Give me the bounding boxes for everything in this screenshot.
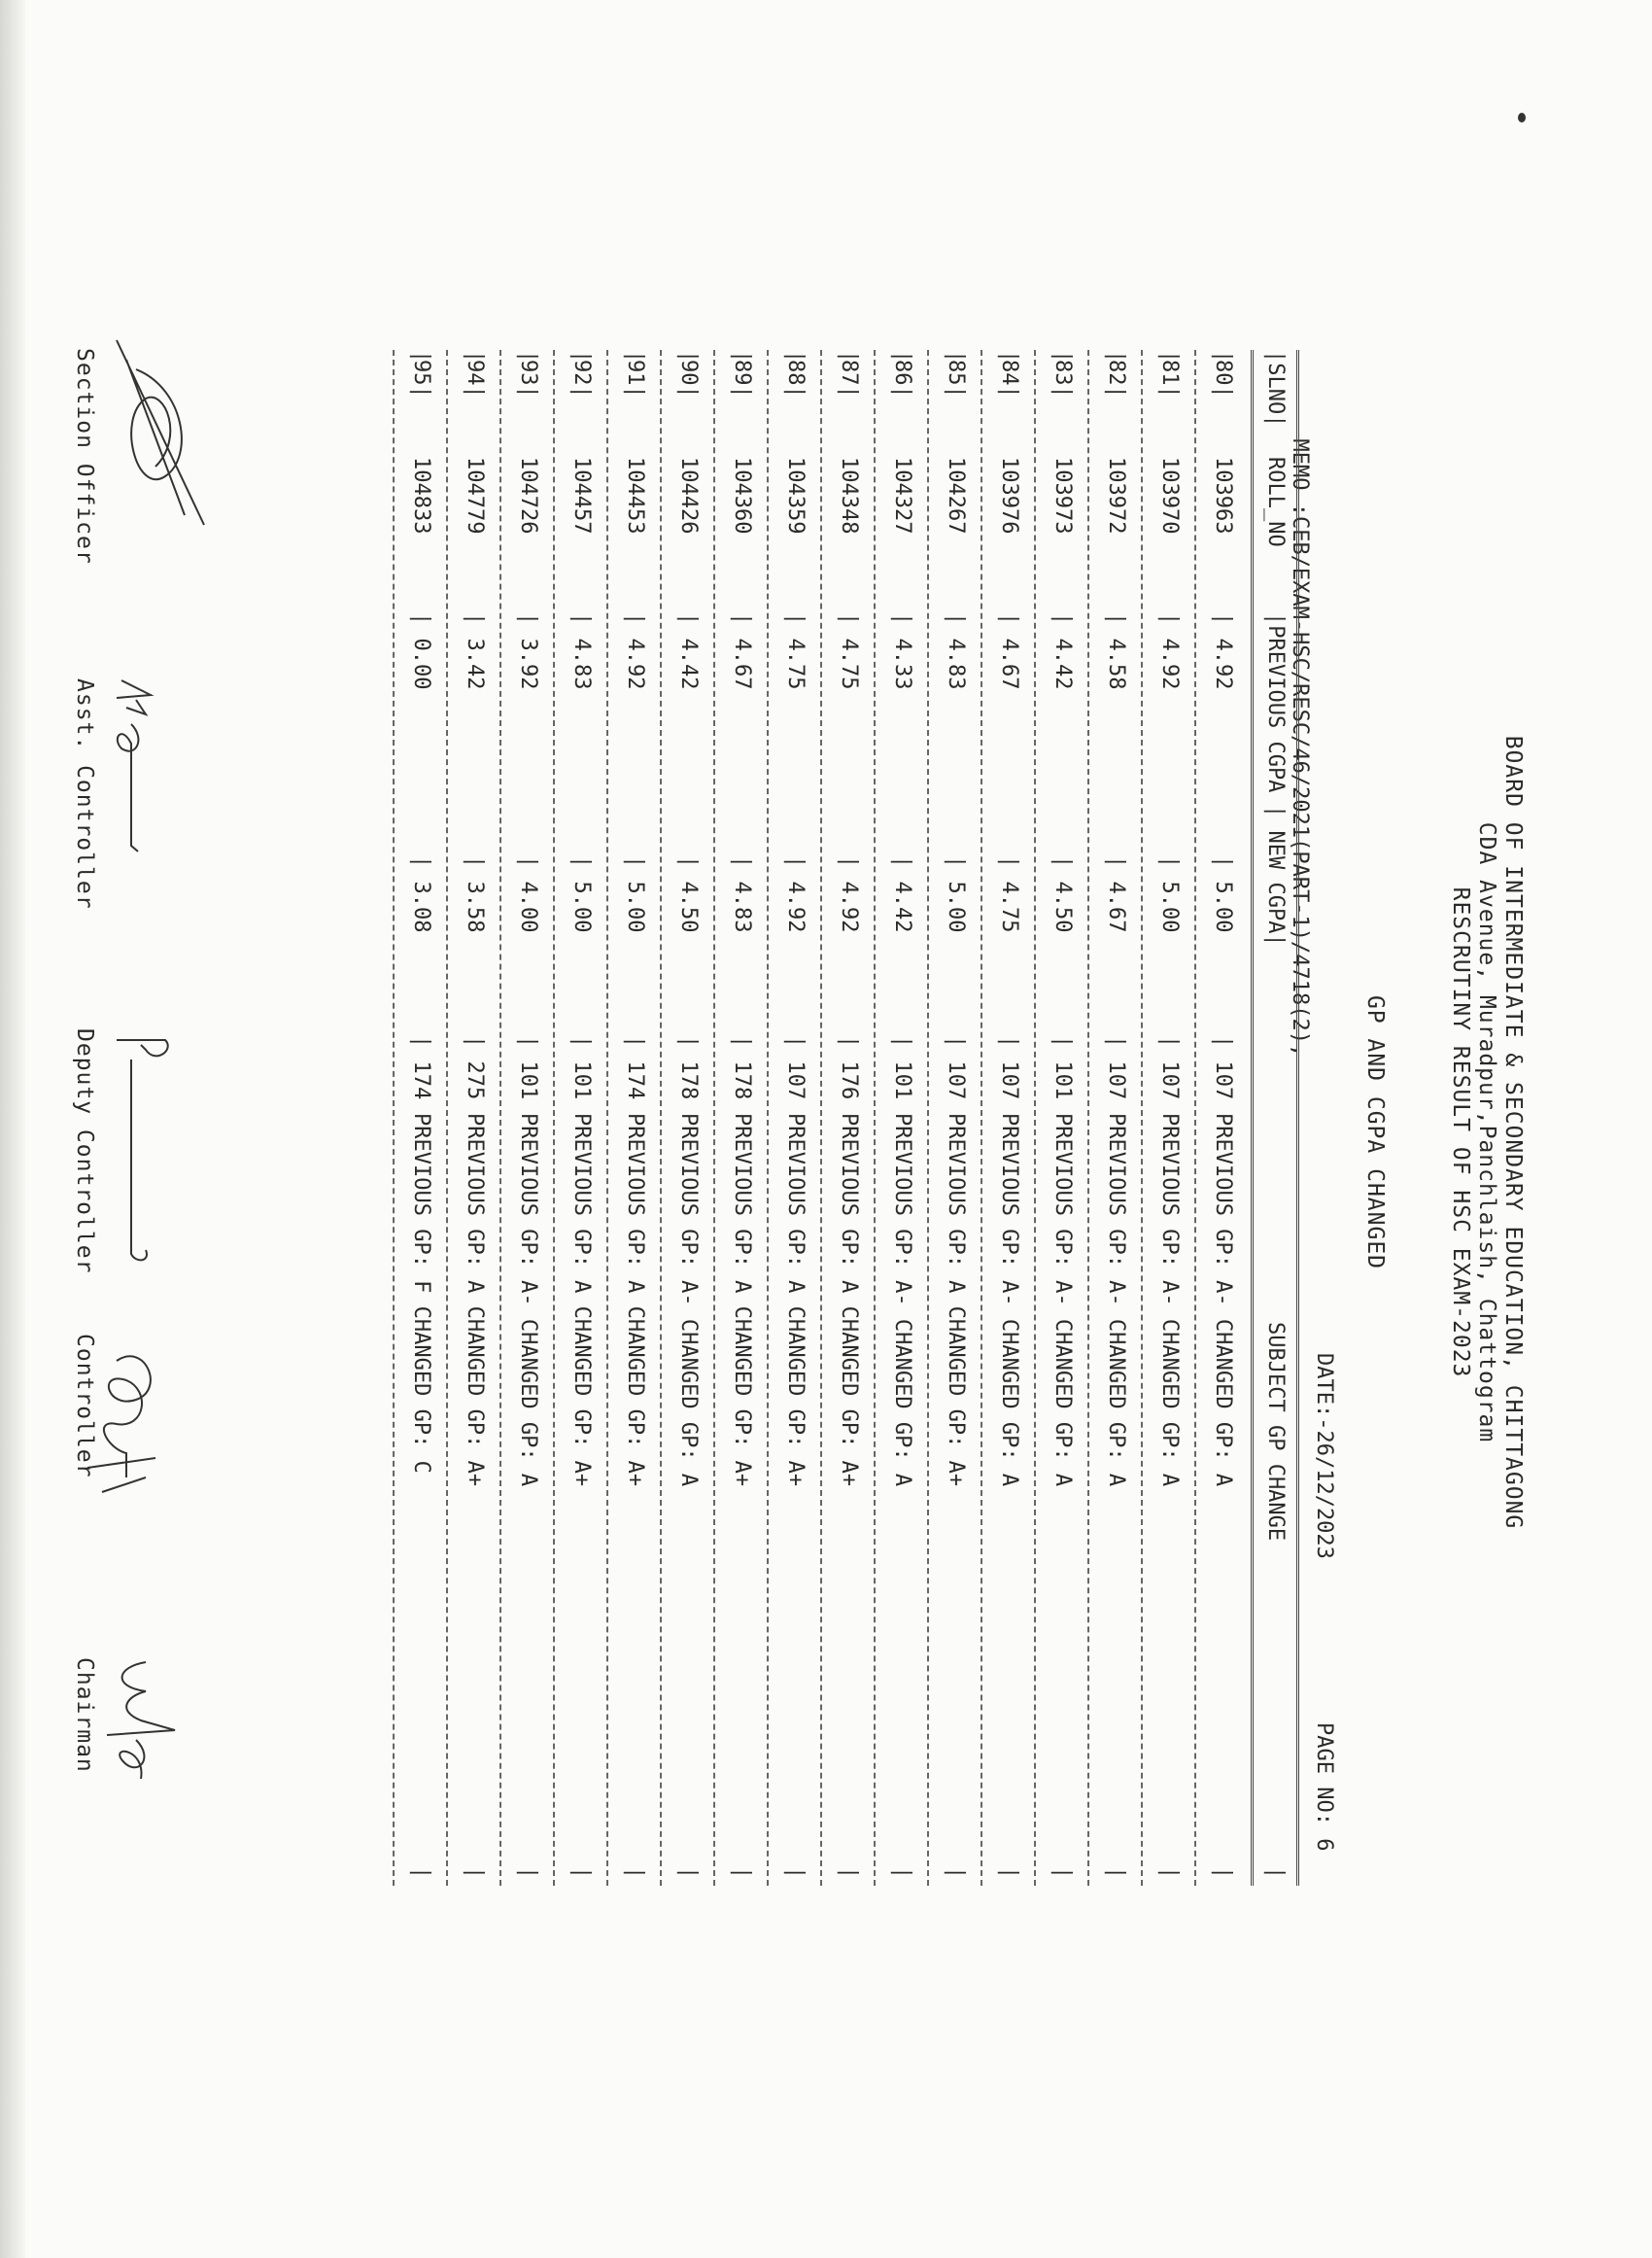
row-right-border: | — [1050, 1866, 1075, 1880]
row-left-border: | — [1157, 350, 1182, 364]
row-roll-no: 103970 — [1157, 457, 1182, 535]
row-slno: 86| — [890, 360, 914, 399]
row-subject-code: | 275 — [463, 1035, 487, 1100]
row-gp-change: PREVIOUS GP: F CHANGED GP: C — [409, 1113, 433, 1474]
row-slno: 94| — [463, 360, 487, 399]
row-new-cgpa: | 3.08 — [409, 855, 433, 933]
row-new-cgpa: | 4.50 — [676, 855, 701, 933]
row-slno: 81| — [1157, 360, 1182, 399]
row-gp-change: PREVIOUS GP: A CHANGED GP: A+ — [837, 1113, 861, 1487]
results-table — [393, 350, 1302, 1886]
row-previous-cgpa: | 4.92 — [1157, 612, 1182, 690]
row-left-border: | — [569, 350, 594, 364]
row-left-border: | — [997, 350, 1021, 364]
row-subject-code: | 174 — [409, 1035, 433, 1100]
row-new-cgpa: | 4.92 — [783, 855, 808, 933]
row-right-border: | — [1104, 1866, 1128, 1880]
chairman-signature — [87, 1643, 185, 1798]
table-row — [822, 350, 874, 1886]
row-previous-cgpa: | 4.83 — [944, 612, 968, 690]
row-right-border: | — [783, 1866, 808, 1880]
row-right-border: | — [569, 1866, 594, 1880]
table-row — [1196, 350, 1248, 1886]
section-officer-label: Section Officer — [72, 348, 97, 565]
row-subject-code: | 178 — [676, 1035, 701, 1100]
row-new-cgpa: | 4.67 — [1104, 855, 1128, 933]
row-new-cgpa: | 5.00 — [1211, 855, 1235, 933]
table-row — [555, 350, 606, 1886]
row-subject-code: | 101 — [569, 1035, 594, 1100]
table-row — [395, 350, 446, 1886]
row-left-border: | — [1211, 350, 1235, 364]
row-gp-change: PREVIOUS GP: A CHANGED GP: A+ — [569, 1113, 594, 1487]
asst-controller-label: Asst. Controller — [72, 678, 97, 910]
row-roll-no: 104457 — [569, 457, 594, 535]
row-subject-code: | 107 — [997, 1035, 1021, 1100]
row-roll-no: 103972 — [1104, 457, 1128, 535]
row-left-border: | — [1050, 350, 1075, 364]
row-right-border: | — [944, 1866, 968, 1880]
row-left-border: | — [463, 350, 487, 364]
header-roll: ROLL_NO — [1263, 457, 1288, 547]
row-right-border: | — [730, 1866, 754, 1880]
row-roll-no: 104726 — [516, 457, 540, 535]
header-slno: |SLNO| — [1263, 350, 1288, 428]
row-slno: 84| — [997, 360, 1021, 399]
row-subject-code: | 176 — [837, 1035, 861, 1100]
table-row — [448, 350, 499, 1886]
header-previous-cgpa: |PREVIOUS CGPA — [1263, 612, 1288, 793]
row-new-cgpa: | 4.50 — [1050, 855, 1075, 933]
row-gp-change: PREVIOUS GP: A CHANGED GP: A+ — [463, 1113, 487, 1487]
row-subject-code: | 107 — [783, 1035, 808, 1100]
row-new-cgpa: | 4.92 — [837, 855, 861, 933]
deputy-controller-label: Deputy Controller — [72, 1028, 97, 1274]
row-roll-no: 104359 — [783, 457, 808, 535]
row-subject-code: | 101 — [516, 1035, 540, 1100]
row-previous-cgpa: | 4.42 — [676, 612, 701, 690]
row-left-border: | — [890, 350, 914, 364]
document-subtitle: GP AND CGPA CHANGED — [1362, 994, 1388, 1270]
table-row — [715, 350, 767, 1886]
row-slno: 95| — [409, 360, 433, 399]
row-roll-no: 104453 — [623, 457, 647, 535]
row-right-border: | — [409, 1866, 433, 1880]
row-slno: 82| — [1104, 360, 1128, 399]
table-row — [769, 350, 820, 1886]
row-gp-change: PREVIOUS GP: A CHANGED GP: A+ — [730, 1113, 754, 1487]
row-previous-cgpa: | 4.83 — [569, 612, 594, 690]
row-subject-code: | 174 — [623, 1035, 647, 1100]
page-number: PAGE NO: 6 — [1312, 1722, 1336, 1852]
row-left-border: | — [783, 350, 808, 364]
row-previous-cgpa: | 3.92 — [516, 612, 540, 690]
row-previous-cgpa: | 0.00 — [409, 612, 433, 690]
row-gp-change: PREVIOUS GP: A- CHANGED GP: A — [676, 1113, 701, 1487]
row-subject-code: | 107 — [1211, 1035, 1235, 1100]
row-gp-change: PREVIOUS GP: A- CHANGED GP: A — [1211, 1113, 1235, 1487]
row-slno: 89| — [730, 360, 754, 399]
table-row — [1089, 350, 1141, 1886]
table-row — [1143, 350, 1194, 1886]
row-right-border: | — [1157, 1866, 1182, 1880]
row-gp-change: PREVIOUS GP: A- CHANGED GP: A — [1050, 1113, 1075, 1487]
chairman-label: Chairman — [72, 1657, 97, 1773]
table-row — [1036, 350, 1087, 1886]
row-previous-cgpa: | 3.42 — [463, 612, 487, 690]
header-subject-change: SUBJECT GP CHANGE — [1263, 1322, 1288, 1542]
row-roll-no: 103973 — [1050, 457, 1075, 535]
row-right-border: | — [676, 1866, 701, 1880]
row-subject-code: | 101 — [1050, 1035, 1075, 1100]
row-right-border: | — [623, 1866, 647, 1880]
row-roll-no: 104426 — [676, 457, 701, 535]
header-bottom-rule — [1251, 350, 1254, 1886]
row-roll-no: 103963 — [1211, 457, 1235, 535]
row-slno: 93| — [516, 360, 540, 399]
row-slno: 85| — [944, 360, 968, 399]
row-roll-no: 104267 — [944, 457, 968, 535]
row-previous-cgpa: | 4.42 — [1050, 612, 1075, 690]
row-slno: 87| — [837, 360, 861, 399]
row-left-border: | — [516, 350, 540, 364]
row-right-border: | — [516, 1866, 540, 1880]
row-left-border: | — [623, 350, 647, 364]
row-roll-no: 104779 — [463, 457, 487, 535]
row-previous-cgpa: | 4.67 — [730, 612, 754, 690]
controller-label: Controller — [72, 1334, 97, 1478]
row-new-cgpa: | 4.00 — [516, 855, 540, 933]
row-gp-change: PREVIOUS GP: A CHANGED GP: A+ — [623, 1113, 647, 1487]
board-header — [1447, 418, 1526, 1847]
row-roll-no: 104327 — [890, 457, 914, 535]
table-row — [662, 350, 713, 1886]
row-gp-change: PREVIOUS GP: A- CHANGED GP: A — [997, 1113, 1021, 1487]
header-end: | — [1263, 1866, 1288, 1880]
row-roll-no: 104360 — [730, 457, 754, 535]
row-previous-cgpa: | 4.75 — [837, 612, 861, 690]
row-left-border: | — [676, 350, 701, 364]
asst-controller-signature — [97, 671, 165, 865]
row-gp-change: PREVIOUS GP: A- CHANGED GP: A — [1157, 1113, 1182, 1487]
table-top-rule — [1296, 350, 1299, 1886]
row-previous-cgpa: | 4.92 — [1211, 612, 1235, 690]
row-left-border: | — [409, 350, 433, 364]
row-right-border: | — [997, 1866, 1021, 1880]
row-left-border: | — [944, 350, 968, 364]
memo-date: DATE:-26/12/2023 — [1312, 1353, 1336, 1559]
row-right-border: | — [837, 1866, 861, 1880]
row-new-cgpa: | 5.00 — [569, 855, 594, 933]
row-roll-no: 103976 — [997, 457, 1021, 535]
row-previous-cgpa: | 4.92 — [623, 612, 647, 690]
row-right-border: | — [890, 1866, 914, 1880]
table-body — [393, 350, 1248, 1886]
header-new-cgpa: | NEW CGPA| — [1263, 805, 1288, 947]
row-gp-change: PREVIOUS GP: A CHANGED GP: A+ — [783, 1113, 808, 1487]
row-new-cgpa: | 4.75 — [997, 855, 1021, 933]
row-slno: 91| — [623, 360, 647, 399]
board-address: CDA Avenue, Muradpur,Panchlaish, Chattogram — [1474, 821, 1499, 1443]
row-subject-code: | 107 — [1157, 1035, 1182, 1100]
row-roll-no: 104348 — [837, 457, 861, 535]
row-new-cgpa: | 5.00 — [944, 855, 968, 933]
row-roll-no: 104833 — [409, 457, 433, 535]
section-officer-signature — [97, 330, 224, 544]
row-gp-change: PREVIOUS GP: A- CHANGED GP: A — [1104, 1113, 1128, 1487]
row-gp-change: PREVIOUS GP: A- CHANGED GP: A — [516, 1113, 540, 1487]
row-subject-code: | 178 — [730, 1035, 754, 1100]
row-previous-cgpa: | 4.75 — [783, 612, 808, 690]
row-new-cgpa: | 5.00 — [623, 855, 647, 933]
row-previous-cgpa: | 4.33 — [890, 612, 914, 690]
deputy-controller-signature — [97, 1021, 185, 1273]
row-left-border: | — [730, 350, 754, 364]
row-left-border: | — [837, 350, 861, 364]
row-subject-code: | 107 — [1104, 1035, 1128, 1100]
row-gp-change: PREVIOUS GP: A CHANGED GP: A+ — [944, 1113, 968, 1487]
row-new-cgpa: | 3.58 — [463, 855, 487, 933]
row-subject-code: | 101 — [890, 1035, 914, 1100]
row-new-cgpa: | 5.00 — [1157, 855, 1182, 933]
table-row — [876, 350, 927, 1886]
exam-title: RESCRUTINY RESULT OF HSC EXAM-2023 — [1448, 886, 1473, 1378]
row-slno: 92| — [569, 360, 594, 399]
board-name: BOARD OF INTERMEDIATE & SECONDARY EDUCATION, CHITTAGONG — [1500, 735, 1526, 1530]
table-row — [501, 350, 553, 1886]
row-right-border: | — [1211, 1866, 1235, 1880]
row-slno: 83| — [1050, 360, 1075, 399]
table-row — [982, 350, 1034, 1886]
table-row — [929, 350, 981, 1886]
row-slno: 88| — [783, 360, 808, 399]
row-left-border: | — [1104, 350, 1128, 364]
row-previous-cgpa: | 4.58 — [1104, 612, 1128, 690]
row-slno: 90| — [676, 360, 701, 399]
table-row — [608, 350, 660, 1886]
row-gp-change: PREVIOUS GP: A- CHANGED GP: A — [890, 1113, 914, 1487]
row-right-border: | — [463, 1866, 487, 1880]
row-new-cgpa: | 4.83 — [730, 855, 754, 933]
row-subject-code: | 107 — [944, 1035, 968, 1100]
table-header-row — [1256, 350, 1293, 1886]
row-slno: 80| — [1211, 360, 1235, 399]
row-previous-cgpa: | 4.67 — [997, 612, 1021, 690]
row-new-cgpa: | 4.42 — [890, 855, 914, 933]
memo-number: MEMO :CEB/EXAM-HSC/RESC/46/2021(PART-1)/4718(2), — [1288, 438, 1312, 1058]
